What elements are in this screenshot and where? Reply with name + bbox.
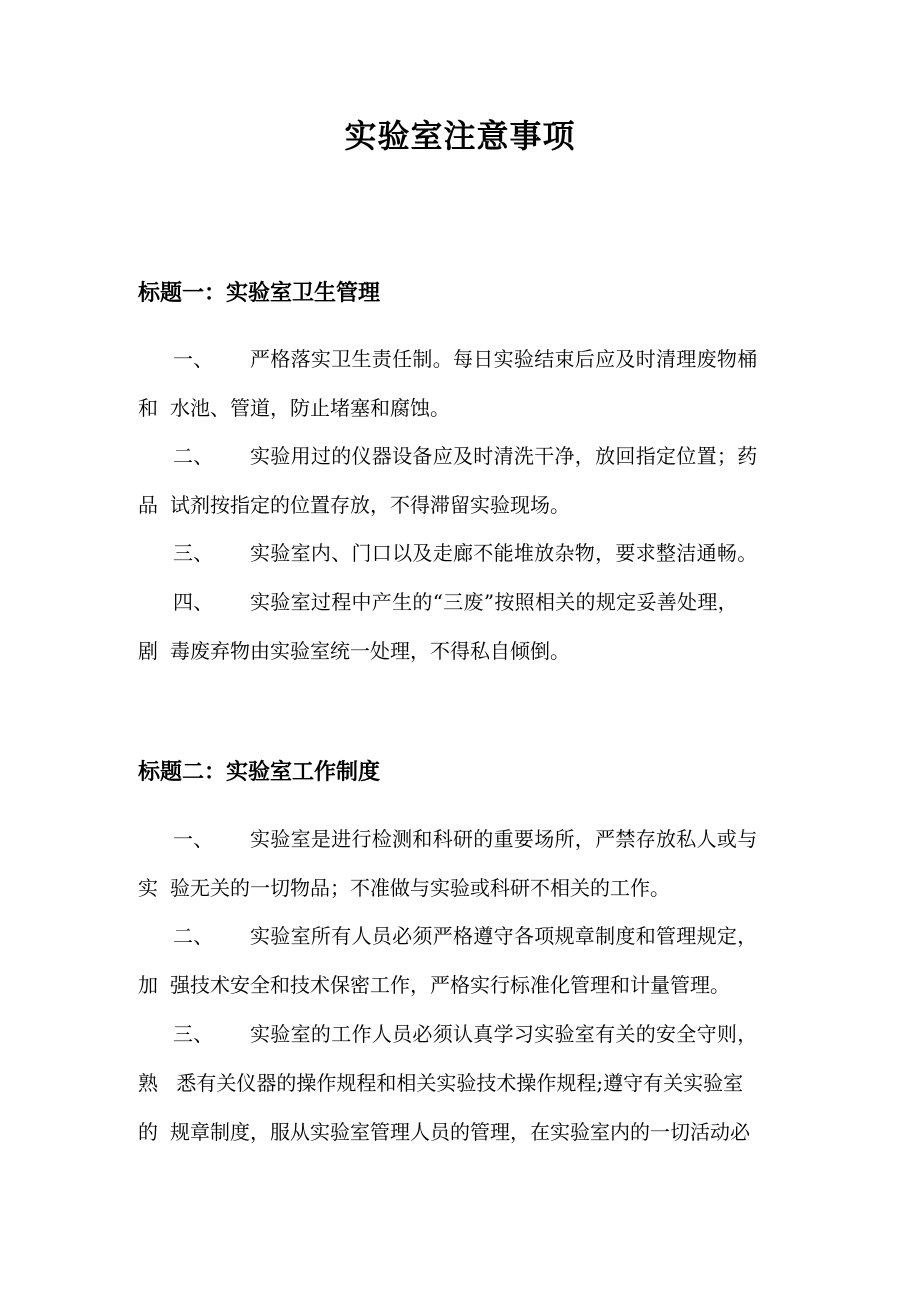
section-heading-2: 标题二：实验室工作制度	[138, 760, 381, 785]
document-title: 实验室注意事项	[344, 117, 576, 155]
section-heading-1: 标题一：实验室卫生管理	[138, 281, 381, 306]
paragraph	[138, 432, 798, 530]
paragraph-text: 毒废弃物由实验室统一处理，不得私自倾倒。	[170, 639, 570, 663]
paragraph-line	[138, 384, 798, 433]
paragraph-text: 实验室过程中产生的“三废”按照相关的规定妥善处理，	[250, 590, 738, 614]
paragraph-text: 实验用过的仪器设备应及时清洗干净，放回指定位置；药	[250, 444, 758, 468]
paragraph-text: 验无关的一切物品；不准做与实验或科研不相关的工作。	[170, 876, 670, 900]
paragraph-lead-char: 剧	[138, 639, 158, 663]
paragraph-line	[138, 481, 798, 530]
paragraph-line	[138, 1010, 798, 1059]
paragraph-line	[138, 815, 798, 864]
paragraph-lead-char: 品	[138, 493, 158, 517]
paragraph	[138, 578, 798, 676]
paragraph-line	[138, 864, 798, 913]
paragraph-text: 悉有关仪器的操作规程和相关实验技术操作规程;遵守有关实验室	[170, 1071, 744, 1095]
paragraph-lead-char: 熟	[138, 1071, 158, 1095]
paragraph-text: 严格落实卫生责任制。每日实验结束后应及时清理废物桶	[250, 347, 758, 371]
paragraph-text: 实验室内、门口以及走廊不能堆放杂物，要求整洁通畅。	[250, 541, 758, 565]
paragraph-line	[138, 1059, 798, 1108]
paragraph-text: 水池、管道，防止堵塞和腐蚀。	[170, 396, 450, 420]
paragraph	[138, 912, 798, 1010]
paragraph	[138, 815, 798, 913]
paragraph-number: 二、	[173, 924, 214, 948]
paragraph-line	[138, 912, 798, 961]
paragraph	[138, 1010, 798, 1157]
paragraph-text: 实验室是进行检测和科研的重要场所，严禁存放私人或与	[250, 827, 758, 851]
paragraph-number: 四、	[173, 590, 214, 614]
paragraph-lead-char: 和	[138, 396, 158, 420]
paragraph-text: 实验室的工作人员必须认真学习实验室有关的安全守则，	[250, 1022, 758, 1046]
paragraph-text: 强技术安全和技术保密工作，严格实行标准化管理和计量管理。	[170, 973, 730, 997]
paragraph-line	[138, 432, 798, 481]
paragraph-text: 试剂按指定的位置存放，不得滞留实验现场。	[170, 493, 570, 517]
paragraph-lead-char: 加	[138, 973, 158, 997]
paragraph-line	[138, 529, 798, 578]
paragraph-line	[138, 335, 798, 384]
paragraph-number: 一、	[173, 827, 214, 851]
paragraph-number: 三、	[173, 541, 214, 565]
paragraph-number: 三、	[173, 1022, 214, 1046]
paragraph	[138, 335, 798, 433]
paragraph-text: 规章制度，服从实验室管理人员的管理，在实验室内的一切活动必	[170, 1120, 750, 1144]
paragraph-line	[138, 627, 798, 676]
paragraph-number: 二、	[173, 444, 214, 468]
paragraph	[138, 529, 798, 578]
paragraph-line	[138, 1108, 798, 1157]
paragraph-line	[138, 961, 798, 1010]
paragraph-lead-char: 实	[138, 876, 158, 900]
paragraph-text: 实验室所有人员必须严格遵守各项规章制度和管理规定，	[250, 924, 758, 948]
paragraph-lead-char: 的	[138, 1120, 158, 1144]
paragraph-number: 一、	[173, 347, 214, 371]
paragraph-line	[138, 578, 798, 627]
